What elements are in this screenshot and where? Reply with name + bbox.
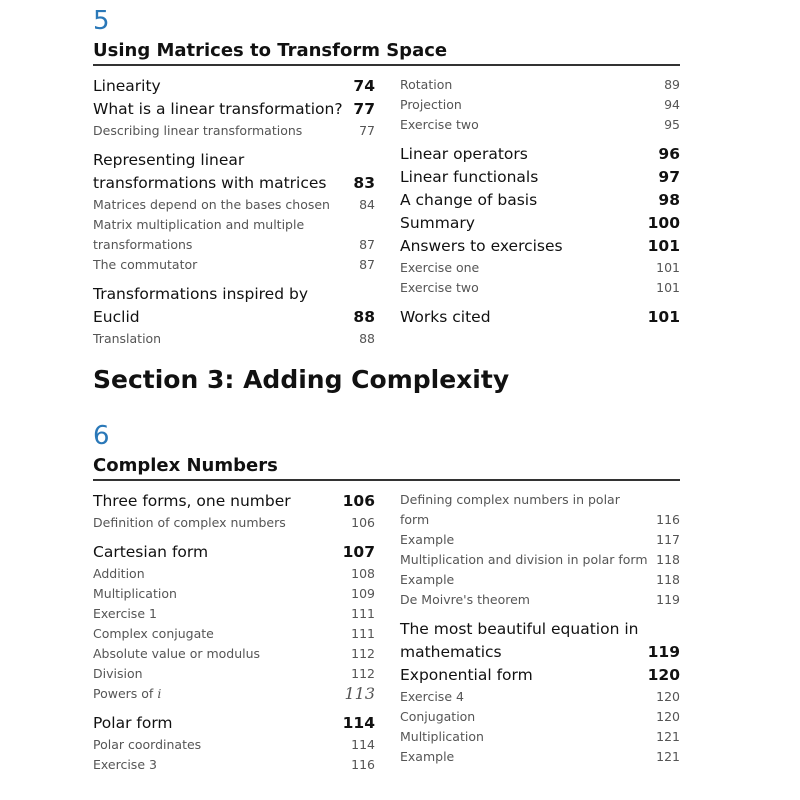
toc-entry-page-number: 111	[351, 626, 375, 641]
toc-subsection-entry[interactable]	[400, 727, 680, 747]
toc-entry-label	[400, 490, 648, 530]
toc-entry-label	[400, 75, 656, 95]
toc-entry-label	[93, 149, 345, 195]
toc-entry-label-text: Summary	[400, 214, 475, 232]
toc-entry-page-number: 95	[664, 117, 680, 132]
toc-entry-label	[93, 490, 335, 513]
toc-entry-page-number: 106	[342, 492, 375, 510]
toc-entry-page-number: 120	[647, 666, 680, 684]
toc-entry-label	[93, 644, 343, 664]
toc-entry-label	[400, 212, 640, 235]
toc-entry-page-number: 119	[656, 592, 680, 607]
toc-entry-label-text: Describing linear transformations	[93, 123, 303, 138]
toc-entry-label	[93, 664, 343, 684]
toc-entry-label-text: What is a linear transformation?	[93, 100, 343, 118]
toc-entry-label-text: Representing linear transformations with matrices	[93, 151, 327, 192]
toc-entry-label	[400, 590, 648, 610]
toc-entry-page-number: 119	[647, 643, 680, 661]
toc-spacer	[93, 141, 375, 149]
toc-entry-page-number: 116	[656, 512, 680, 527]
toc-entry-label-text: Works cited	[400, 308, 491, 326]
toc-entry-label-text: Cartesian form	[93, 543, 209, 561]
toc-subsection-entry[interactable]	[93, 564, 375, 584]
toc-entry-page-number: 101	[647, 237, 680, 255]
toc-entry-page-number: 121	[656, 749, 680, 764]
toc-section-entry[interactable]	[93, 490, 375, 513]
toc-section-entry[interactable]	[93, 149, 375, 195]
toc-entry-label	[93, 513, 343, 533]
toc-entry-label-text: Exponential form	[400, 666, 533, 684]
toc-entry-page-number: 94	[664, 97, 680, 112]
toc-entry-page-number: 114	[351, 737, 375, 752]
toc-subsection-entry[interactable]	[93, 604, 375, 624]
toc-entry-label-text: Projection	[400, 97, 462, 112]
toc-entry-page-number: 117	[656, 532, 680, 547]
toc-entry-page-number: 101	[647, 308, 680, 326]
toc-subsection-entry[interactable]	[400, 278, 680, 298]
toc-entry-page-number: 116	[351, 757, 375, 772]
toc-entry-page-number: 77	[359, 123, 375, 138]
toc-entry-label-text: Absolute value or modulus	[93, 646, 261, 661]
toc-entry-label-text: Exercise 1	[93, 606, 157, 621]
toc-entry-label	[400, 570, 648, 590]
toc-section-entry[interactable]	[400, 166, 680, 189]
toc-entry-page-number: 96	[658, 145, 680, 163]
toc-entry-page-number: 88	[359, 331, 375, 346]
toc-subsection-entry[interactable]	[93, 735, 375, 755]
toc-entry-label-text: Multiplication	[93, 586, 177, 601]
toc-entry-page-number: 112	[351, 646, 375, 661]
toc-entry-label-text: Matrix multiplication and multiple transformations	[93, 217, 305, 252]
toc-entry-label	[400, 143, 650, 166]
toc-entry-label	[93, 712, 335, 735]
toc-entry-label	[400, 235, 640, 258]
toc-entry-label	[400, 189, 650, 212]
toc-entry-label	[93, 755, 343, 775]
toc-subsection-entry[interactable]	[400, 590, 680, 610]
toc-entry-label-text: Addition	[93, 566, 145, 581]
toc-subsection-entry[interactable]	[400, 550, 680, 570]
toc-entry-page-number: 113	[344, 684, 375, 703]
toc-entry-label	[93, 624, 343, 644]
toc-entry-label-text: Linearity	[93, 77, 161, 95]
toc-entry-label	[400, 747, 648, 767]
toc-entry-label	[93, 541, 335, 564]
toc-section-entry[interactable]	[93, 283, 375, 329]
toc-entry-label-text: Answers to exercises	[400, 237, 563, 255]
toc-entry-label-text: A change of basis	[400, 191, 538, 209]
toc-section-entry[interactable]	[93, 75, 375, 98]
toc-entry-page-number: 121	[656, 729, 680, 744]
toc-subsection-entry[interactable]	[93, 684, 375, 704]
toc-subsection-entry[interactable]	[400, 115, 680, 135]
toc-section-entry[interactable]	[400, 212, 680, 235]
toc-subsection-entry[interactable]	[93, 121, 375, 141]
toc-entry-label-text: Conjugation	[400, 709, 476, 724]
toc-entry-label	[400, 166, 650, 189]
toc-spacer	[400, 610, 680, 618]
toc-subsection-entry[interactable]	[93, 624, 375, 644]
toc-spacer	[400, 298, 680, 306]
toc-entry-label-text: The most beautiful equation in mathematics	[400, 620, 639, 661]
toc-subsection-entry[interactable]	[400, 530, 680, 550]
toc-entry-page-number: 101	[656, 280, 680, 295]
toc-subsection-entry[interactable]	[400, 707, 680, 727]
toc-entry-label	[93, 564, 343, 584]
toc-entry-label	[93, 98, 345, 121]
chapter-5-title: Using Matrices to Transform Space	[93, 40, 448, 61]
toc-section-entry[interactable]	[93, 98, 375, 121]
toc-entry-page-number: 111	[351, 606, 375, 621]
toc-subsection-entry[interactable]	[400, 747, 680, 767]
toc-entry-label	[93, 121, 351, 141]
toc-entry-label-text: Polar form	[93, 714, 173, 732]
toc-subsection-entry[interactable]	[400, 490, 680, 530]
toc-entry-label-text: Linear operators	[400, 145, 528, 163]
toc-subsection-entry[interactable]	[400, 95, 680, 115]
chapter-5-right-column	[400, 75, 680, 329]
toc-subsection-entry[interactable]	[400, 75, 680, 95]
toc-entry-page-number: 112	[351, 666, 375, 681]
toc-subsection-entry[interactable]	[93, 644, 375, 664]
chapter-5-left-column	[93, 75, 375, 349]
toc-entry-page-number: 74	[353, 77, 375, 95]
toc-spacer	[93, 704, 375, 712]
toc-entry-page-number: 89	[664, 77, 680, 92]
toc-subsection-entry[interactable]	[400, 687, 680, 707]
toc-entry-label-text: Transformations inspired by Euclid	[93, 285, 308, 326]
toc-spacer	[93, 533, 375, 541]
toc-entry-label	[400, 115, 656, 135]
toc-entry-page-number: 87	[359, 237, 375, 252]
toc-entry-label-text: Exercise two	[400, 117, 479, 132]
toc-entry-label-text: Example	[400, 572, 455, 587]
toc-entry-page-number: 101	[656, 260, 680, 275]
toc-entry-label	[400, 278, 648, 298]
toc-entry-label-text: De Moivre's theorem	[400, 592, 530, 607]
toc-spacer	[400, 135, 680, 143]
toc-entry-label	[400, 530, 648, 550]
toc-entry-label-text: Example	[400, 749, 455, 764]
toc-entry-label-text: Matrices depend on the bases chosen	[93, 197, 330, 212]
toc-subsection-entry[interactable]	[93, 329, 375, 349]
toc-entry-label-text: Multiplication	[400, 729, 484, 744]
toc-entry-label-text: Translation	[93, 331, 162, 346]
toc-entry-page-number: 98	[658, 191, 680, 209]
toc-entry-page-number: 107	[342, 543, 375, 561]
toc-entry-label-text: Complex conjugate	[93, 626, 214, 641]
toc-entry-page-number: 118	[656, 552, 680, 567]
toc-section-entry[interactable]	[400, 143, 680, 166]
toc-entry-page-number: 114	[342, 714, 375, 732]
toc-entry-label	[400, 550, 648, 570]
toc-entry-page-number: 87	[359, 257, 375, 272]
toc-entry-page-number: 106	[351, 515, 375, 530]
toc-entry-label-text: Example	[400, 532, 455, 547]
toc-section-entry[interactable]	[93, 712, 375, 735]
toc-entry-math-symbol: i	[157, 686, 162, 701]
toc-entry-label	[93, 75, 345, 98]
chapter-6-title: Complex Numbers	[93, 455, 278, 476]
toc-entry-label	[93, 684, 336, 704]
toc-entry-label	[400, 306, 640, 329]
toc-entry-label	[400, 687, 648, 707]
toc-entry-label-text: Exercise 4	[400, 689, 464, 704]
toc-subsection-entry[interactable]	[93, 215, 375, 255]
toc-entry-label-text: The commutator	[93, 257, 198, 272]
toc-entry-label	[400, 95, 656, 115]
chapter-5-divider	[93, 64, 680, 66]
toc-entry-label-text: Three forms, one number	[93, 492, 291, 510]
toc-subsection-entry[interactable]	[400, 258, 680, 278]
toc-entry-label-text: Multiplication and division in polar form	[400, 552, 648, 567]
toc-entry-label-text: Exercise 3	[93, 757, 157, 772]
toc-entry-label	[93, 329, 351, 349]
toc-entry-page-number: 108	[351, 566, 375, 581]
toc-entry-label	[93, 283, 345, 329]
toc-subsection-entry[interactable]	[400, 570, 680, 590]
toc-entry-label	[93, 195, 351, 215]
toc-entry-label	[93, 255, 351, 275]
toc-entry-label	[400, 258, 648, 278]
toc-entry-label	[93, 604, 343, 624]
chapter-6-number: 6	[93, 421, 110, 451]
toc-subsection-entry[interactable]	[93, 513, 375, 533]
chapter-6-right-column	[400, 490, 680, 767]
chapter-6-divider	[93, 479, 680, 481]
toc-entry-label-text: Defining complex numbers in polar form	[400, 492, 620, 527]
toc-entry-page-number: 109	[351, 586, 375, 601]
chapter-5-number: 5	[93, 6, 110, 36]
toc-entry-page-number: 97	[658, 168, 680, 186]
toc-entry-page-number: 120	[656, 709, 680, 724]
toc-entry-page-number: 84	[359, 197, 375, 212]
toc-entry-page-number: 120	[656, 689, 680, 704]
toc-section-entry[interactable]	[400, 306, 680, 329]
toc-entry-page-number: 100	[647, 214, 680, 232]
toc-section-entry[interactable]	[400, 618, 680, 664]
toc-section-entry[interactable]	[93, 541, 375, 564]
toc-entry-label	[93, 215, 351, 255]
chapter-6-left-column	[93, 490, 375, 775]
toc-spacer	[93, 275, 375, 283]
toc-section-entry[interactable]	[400, 189, 680, 212]
toc-entry-label	[400, 707, 648, 727]
toc-entry-label	[400, 664, 640, 687]
toc-entry-page-number: 77	[353, 100, 375, 118]
toc-entry-page-number: 118	[656, 572, 680, 587]
toc-entry-label-text: Rotation	[400, 77, 453, 92]
toc-entry-label	[93, 584, 343, 604]
toc-entry-label-text: Exercise one	[400, 260, 480, 275]
toc-subsection-entry[interactable]	[93, 195, 375, 215]
toc-entry-label-text: Powers of	[93, 686, 158, 701]
toc-subsection-entry[interactable]	[93, 584, 375, 604]
toc-subsection-entry[interactable]	[93, 255, 375, 275]
toc-entry-label	[400, 727, 648, 747]
toc-entry-label	[400, 618, 640, 664]
toc-section-entry[interactable]	[400, 664, 680, 687]
toc-entry-page-number: 88	[353, 308, 375, 326]
section-heading: Section 3: Adding Complexity	[93, 365, 510, 394]
toc-entry-label-text: Linear functionals	[400, 168, 539, 186]
toc-section-entry[interactable]	[400, 235, 680, 258]
toc-entry-label	[93, 735, 343, 755]
toc-subsection-entry[interactable]	[93, 755, 375, 775]
toc-entry-label-text: Division	[93, 666, 143, 681]
toc-entry-label-text: Exercise two	[400, 280, 479, 295]
toc-entry-label-text: Polar coordinates	[93, 737, 202, 752]
toc-entry-page-number: 83	[353, 174, 375, 192]
toc-entry-label-text: Definition of complex numbers	[93, 515, 286, 530]
toc-subsection-entry[interactable]	[93, 664, 375, 684]
